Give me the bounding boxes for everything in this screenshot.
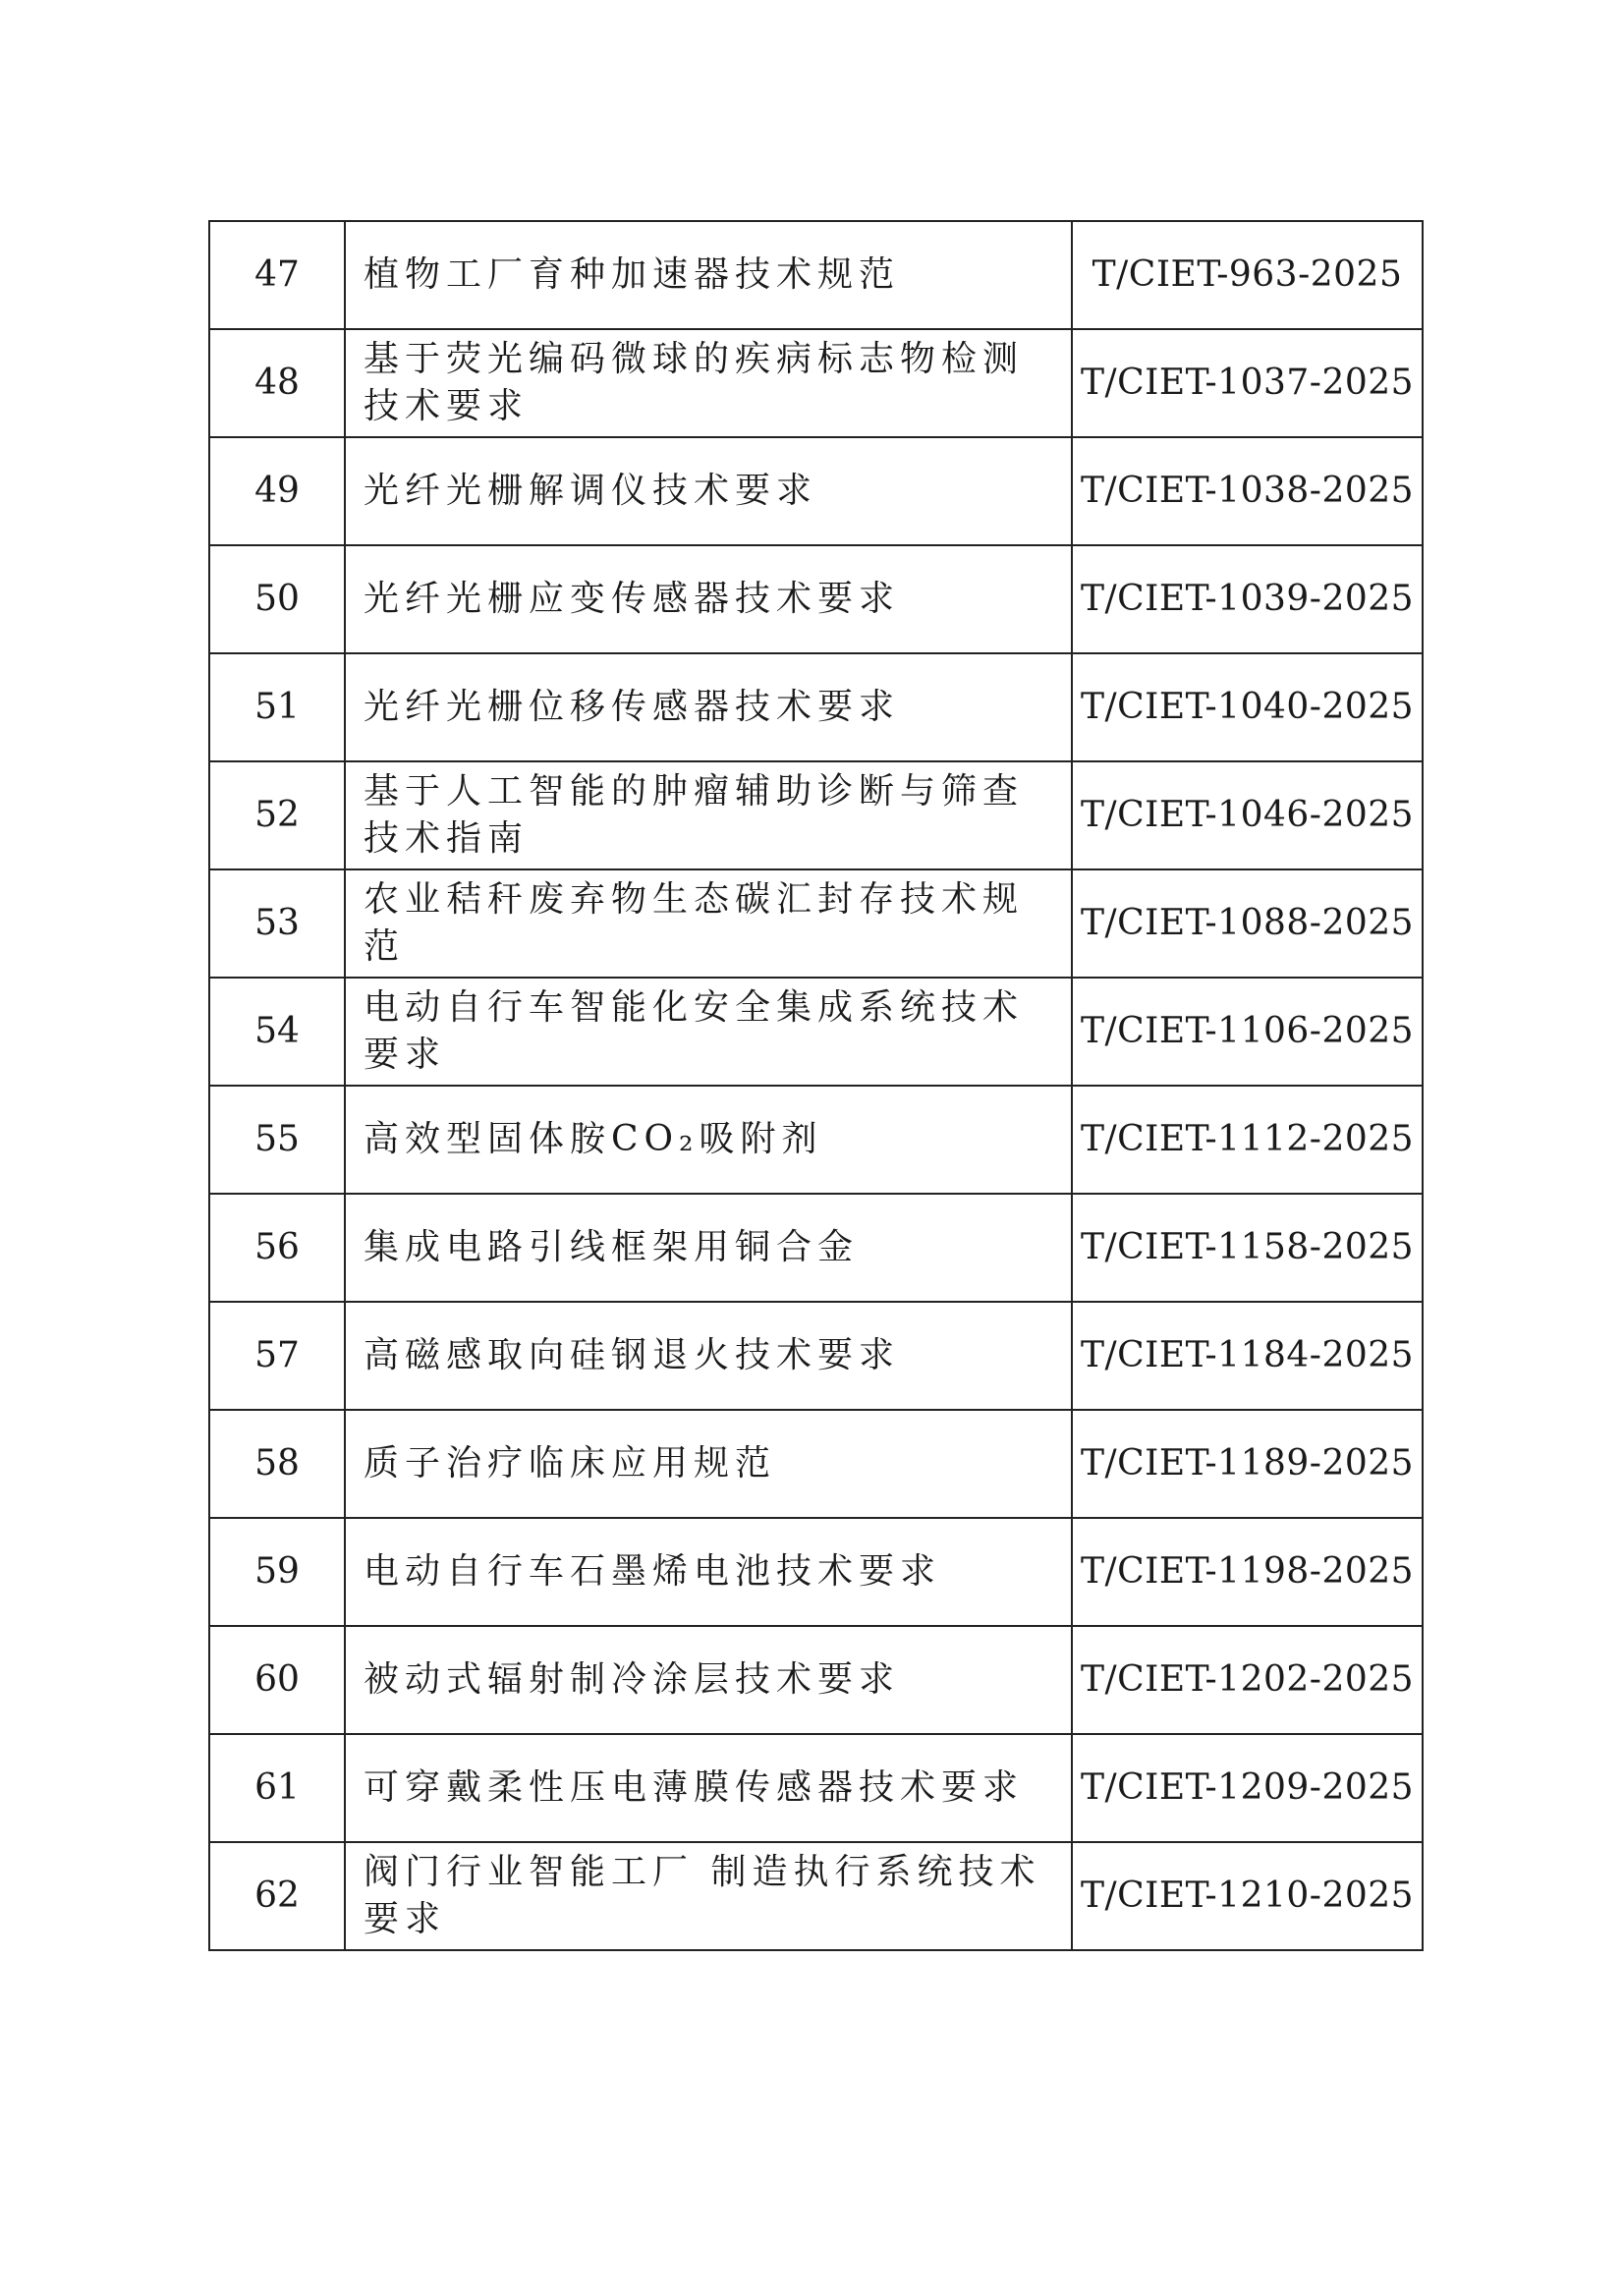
standard-code: T/CIET-1158-2025 (1072, 1194, 1423, 1302)
standard-name: 基于人工智能的肿瘤辅助诊断与筛查技术指南 (345, 761, 1072, 869)
row-number: 60 (209, 1626, 345, 1734)
row-number: 47 (209, 221, 345, 329)
standards-table (208, 220, 1424, 1951)
standard-name: 植物工厂育种加速器技术规范 (345, 221, 1072, 329)
standard-code: T/CIET-1038-2025 (1072, 437, 1423, 545)
row-number: 53 (209, 869, 345, 978)
table-row (209, 1086, 1423, 1194)
standard-code: T/CIET-1039-2025 (1072, 545, 1423, 653)
standard-name: 集成电路引线框架用铜合金 (345, 1194, 1072, 1302)
standard-code: T/CIET-1210-2025 (1072, 1842, 1423, 1950)
standard-name: 阀门行业智能工厂 制造执行系统技术要求 (345, 1842, 1072, 1950)
row-number: 58 (209, 1410, 345, 1518)
table-row (209, 1734, 1423, 1842)
standard-name: 农业秸秆废弃物生态碳汇封存技术规范 (345, 869, 1072, 978)
table-row (209, 437, 1423, 545)
row-number: 61 (209, 1734, 345, 1842)
standard-code: T/CIET-1106-2025 (1072, 978, 1423, 1086)
row-number: 57 (209, 1302, 345, 1410)
table-row (209, 761, 1423, 869)
standard-name: 电动自行车石墨烯电池技术要求 (345, 1518, 1072, 1626)
table-row (209, 1302, 1423, 1410)
standard-code: T/CIET-1046-2025 (1072, 761, 1423, 869)
standard-name: 光纤光栅应变传感器技术要求 (345, 545, 1072, 653)
row-number: 54 (209, 978, 345, 1086)
standard-code: T/CIET-1209-2025 (1072, 1734, 1423, 1842)
standard-code: T/CIET-1040-2025 (1072, 653, 1423, 761)
standard-code: T/CIET-963-2025 (1072, 221, 1423, 329)
standard-code: T/CIET-1184-2025 (1072, 1302, 1423, 1410)
standard-code: T/CIET-1189-2025 (1072, 1410, 1423, 1518)
table-row (209, 1518, 1423, 1626)
row-number: 50 (209, 545, 345, 653)
standard-code: T/CIET-1112-2025 (1072, 1086, 1423, 1194)
row-number: 52 (209, 761, 345, 869)
table-row (209, 1410, 1423, 1518)
table-row (209, 545, 1423, 653)
standard-code: T/CIET-1088-2025 (1072, 869, 1423, 978)
standard-code: T/CIET-1037-2025 (1072, 329, 1423, 437)
table-row (209, 1842, 1423, 1950)
row-number: 56 (209, 1194, 345, 1302)
row-number: 55 (209, 1086, 345, 1194)
standard-code: T/CIET-1202-2025 (1072, 1626, 1423, 1734)
standard-code: T/CIET-1198-2025 (1072, 1518, 1423, 1626)
table-row (209, 1626, 1423, 1734)
standard-name: 被动式辐射制冷涂层技术要求 (345, 1626, 1072, 1734)
table-row (209, 329, 1423, 437)
table-row (209, 978, 1423, 1086)
row-number: 51 (209, 653, 345, 761)
standard-name: 质子治疗临床应用规范 (345, 1410, 1072, 1518)
row-number: 62 (209, 1842, 345, 1950)
standard-name: 高效型固体胺CO₂吸附剂 (345, 1086, 1072, 1194)
table-row (209, 653, 1423, 761)
table-row (209, 869, 1423, 978)
standard-name: 基于荧光编码微球的疾病标志物检测技术要求 (345, 329, 1072, 437)
table-row (209, 221, 1423, 329)
standard-name: 电动自行车智能化安全集成系统技术要求 (345, 978, 1072, 1086)
standard-name: 可穿戴柔性压电薄膜传感器技术要求 (345, 1734, 1072, 1842)
row-number: 59 (209, 1518, 345, 1626)
table-row (209, 1194, 1423, 1302)
standard-name: 光纤光栅位移传感器技术要求 (345, 653, 1072, 761)
table-body (209, 221, 1423, 1950)
row-number: 49 (209, 437, 345, 545)
standard-name: 光纤光栅解调仪技术要求 (345, 437, 1072, 545)
row-number: 48 (209, 329, 345, 437)
standard-name: 高磁感取向硅钢退火技术要求 (345, 1302, 1072, 1410)
